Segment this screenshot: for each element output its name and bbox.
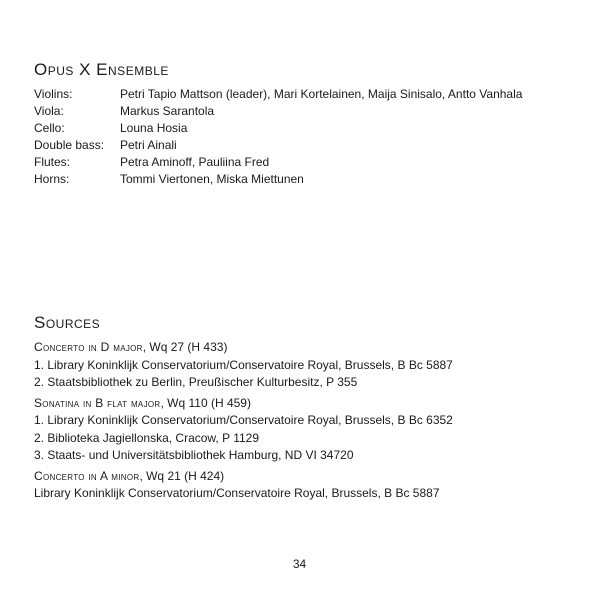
player-names: Louna Hosia — [120, 121, 188, 135]
sources-list — [34, 339, 453, 506]
source-line: 2. Biblioteka Jagiellonska, Cracow, P 1129 — [34, 430, 260, 445]
work-catalog: , Wq 110 (H 459) — [160, 395, 251, 410]
source-line: 2. Staatsbibliothek zu Berlin, Preußischer Kulturbesitz, P 355 — [34, 375, 358, 389]
player-names: Petri Tapio Mattson (leader), Mari Kortelainen, Maija Sinisalo, Antto Vanhala — [120, 87, 523, 101]
work-catalog: , Wq 27 (H 433) — [142, 340, 228, 354]
roster-row — [34, 137, 522, 154]
instrument-label: Cello: — [34, 121, 65, 135]
work-name: Concerto in D major — [34, 340, 143, 354]
roster-row — [34, 120, 522, 137]
sources-heading: Sources — [34, 313, 101, 332]
player-names: Petri Ainali — [120, 138, 177, 152]
player-names: Tommi Viertonen, Miska Miettunen — [120, 172, 304, 186]
instrument-label: Double bass: — [34, 138, 105, 152]
source-line: 3. Staats- und Universitätsbibliothek Hamburg, ND VI 34720 — [34, 448, 354, 462]
ensemble-roster — [34, 86, 522, 188]
source-line: 1. Library Koninklijk Conservatorium/Conservatoire Royal, Brussels, B Bc 6352 — [34, 413, 453, 427]
work-entry — [34, 395, 453, 465]
work-title — [34, 468, 453, 486]
instrument-label: Violins: — [34, 87, 73, 101]
instrument-label: Flutes: — [34, 155, 71, 169]
page-number: 34 — [292, 557, 307, 571]
ensemble-heading: Opus X Ensemble — [34, 60, 169, 79]
source-line: 1. Library Koninklijk Conservatorium/Conservatoire Royal, Brussels, B Bc 5887 — [34, 357, 453, 372]
roster-row — [34, 171, 522, 188]
player-names: Petra Aminoff, Pauliina Fred — [120, 155, 270, 169]
instrument-label: Viola: — [34, 104, 64, 118]
player-names: Markus Sarantola — [120, 104, 215, 118]
work-title — [34, 339, 453, 357]
roster-row — [34, 154, 522, 171]
work-name: Sonatina in B flat major — [34, 395, 161, 410]
work-title — [34, 395, 453, 413]
source-line: Library Koninklijk Conservatorium/Conservatoire Royal, Brussels, B Bc 5887 — [34, 486, 440, 500]
work-name: Concerto in A minor — [34, 468, 140, 483]
roster-row — [34, 103, 522, 120]
work-entry — [34, 339, 453, 392]
instrument-label: Horns: — [34, 172, 70, 186]
roster-row — [34, 86, 522, 103]
work-catalog: , Wq 21 (H 424) — [139, 468, 225, 483]
work-entry — [34, 468, 453, 503]
